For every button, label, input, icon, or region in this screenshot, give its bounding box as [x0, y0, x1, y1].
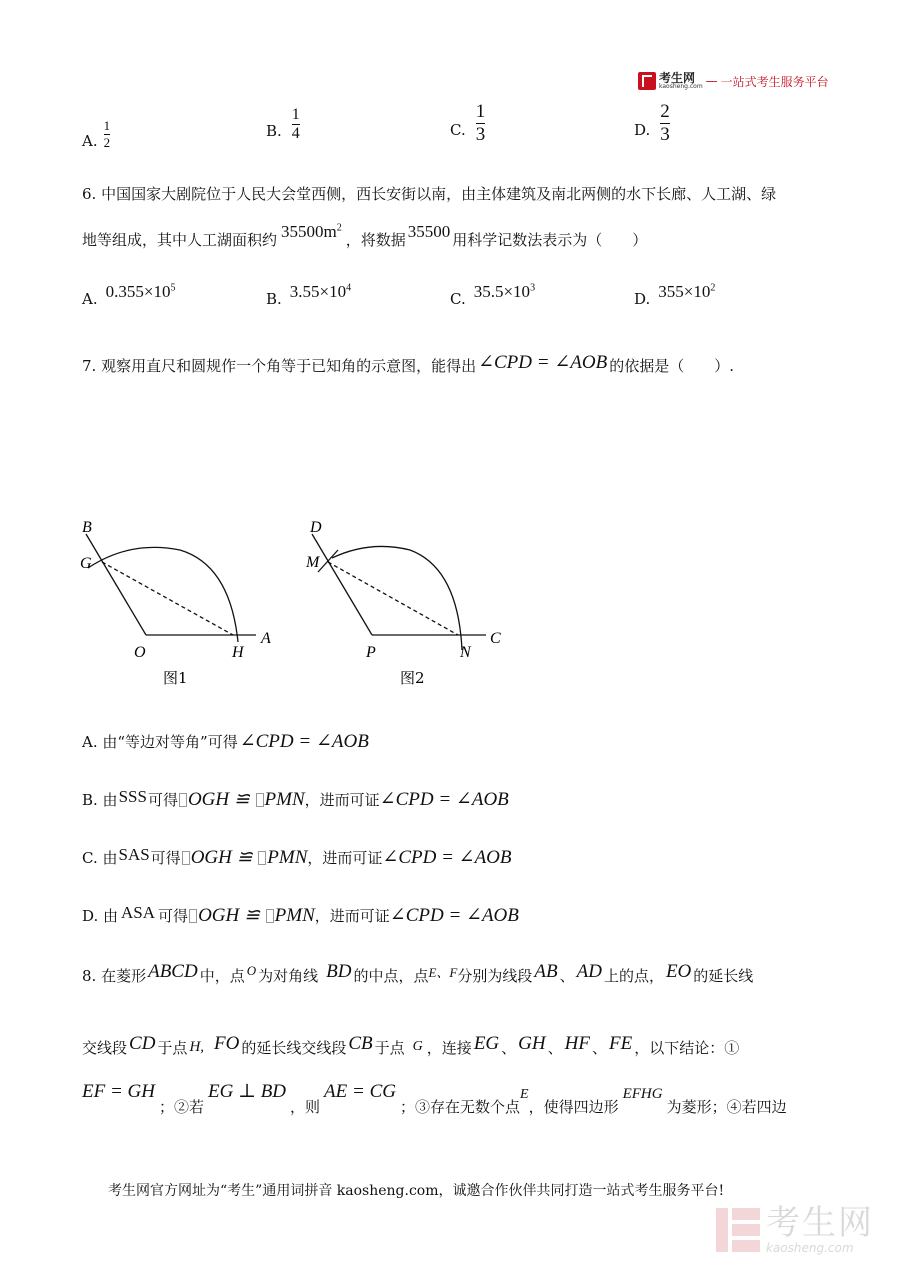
caption-fig1: 图1	[163, 669, 188, 687]
label-d: D	[310, 519, 322, 536]
label-g: G	[80, 555, 92, 572]
watermark-brand: 考生网	[766, 1203, 874, 1243]
q6-line1: 6. 中国国家大剧院位于人民大会堂西侧，西长安街以南，由主体建筑及南北两侧的水下长廊、人工湖、绿	[82, 185, 777, 203]
triangle-icon	[258, 851, 266, 865]
watermark-logo-icon	[716, 1208, 760, 1252]
label-h: H	[232, 644, 244, 661]
q6-option-d: D. $355\times 10^2$	[634, 282, 716, 308]
label-a: A	[261, 630, 271, 647]
footer-text: 考生网官方网址为“考生”通用词拼音 kaosheng.com，诚邀合作伙伴共同打造一站式考生服务平台!	[108, 1183, 725, 1199]
label-b: B	[82, 519, 92, 536]
q6-option-c: C. $35.5\times 10^3$	[450, 282, 536, 308]
label-m: M	[306, 554, 320, 571]
watermark-logo	[716, 1203, 874, 1255]
triangle-icon	[179, 793, 187, 807]
label-o: O	[134, 644, 146, 661]
q8-line2: 交线段 CD 于点 H, FO 的延长线交线段 CB 于点 G ，连接 EG 、 GH 、 HF 、 FE ，以下结论：①	[82, 1033, 740, 1057]
q7-stem: 7. 观察用直尺和圆规作一个角等于已知角的示意图，能得出 ∠CPD = ∠AOB 的依据是（ ）.	[82, 352, 734, 375]
fraction: $\frac{1}{3}$	[475, 101, 486, 145]
q5-option-d: D. $\frac{2}{3}$	[634, 101, 670, 145]
triangle-icon	[266, 909, 274, 923]
q7-figures	[70, 510, 530, 700]
fraction: $\frac{1}{4}$	[291, 106, 300, 142]
triangle-icon	[256, 793, 264, 807]
label-c: C	[490, 630, 501, 647]
triangle-icon	[182, 851, 190, 865]
brand-logo-icon	[638, 72, 656, 90]
label-n: N	[460, 644, 471, 661]
logo-domain: kaosheng.com	[659, 83, 703, 90]
q5-option-b: B. $\frac{1}{4}$	[266, 106, 300, 142]
caption-fig2: 图2	[400, 669, 425, 687]
fraction: $\frac{1}{2}$	[103, 118, 111, 150]
segment-mn	[328, 562, 458, 635]
figure-2	[312, 534, 486, 650]
q7-option-b: B. 由 SSS 可得 OGH ≌ PMN ，进而可证 ∠CPD = ∠AOB	[82, 786, 509, 810]
ray-pd	[312, 534, 372, 635]
watermark-domain: kaosheng.com	[766, 1241, 854, 1255]
fraction: $\frac{2}{3}$	[660, 101, 670, 145]
header-logo: 考生网 kaosheng.com — 一站式考生服务平台	[638, 72, 829, 90]
q8-line3: EF = GH ；②若 EG ⊥ BD ，则 AE = CG ；③存在无数个点 E ，使得四边形 EFHG 为菱形；④若四边	[82, 1081, 787, 1116]
figure-1	[86, 534, 256, 642]
q7-option-d: D. 由 ASA 可得 OGH ≌ PMN ，进而可证 ∠CPD = ∠AOB	[82, 902, 519, 926]
q5-option-a: A. $\frac{1}{2}$	[82, 118, 111, 150]
arc-mark-m	[318, 550, 338, 572]
arc-gh	[88, 547, 238, 642]
triangle-icon	[189, 909, 197, 923]
logo-brand: 考生网	[659, 71, 696, 85]
q6-line2: 地等组成，其中人工湖面积约 $35500m^2$ ，将数据 35500 用科学记数法表示为（ ）	[82, 222, 648, 249]
q7-option-a: A. 由“等边对等角”可得 ∠CPD = ∠AOB	[82, 731, 369, 752]
logo-slogan: 一站式考生服务平台	[720, 74, 829, 89]
q6-option-a: A. $0.355\times 10^5$	[82, 282, 176, 308]
q6-option-b: B. $3.55\times 10^4$	[266, 282, 352, 308]
q8-line1: 8. 在菱形 ABCD 中，点 O 为对角线 BD 的中点，点 E、F 分别为线段 AB 、 AD 上的点， EO 的延长线	[82, 961, 754, 985]
label-p: P	[366, 644, 376, 661]
q7-option-c: C. 由 SAS 可得 OGH ≌ PMN ，进而可证 ∠CPD = ∠AOB	[82, 844, 512, 868]
q5-option-c: C. $\frac{1}{3}$	[450, 101, 486, 145]
